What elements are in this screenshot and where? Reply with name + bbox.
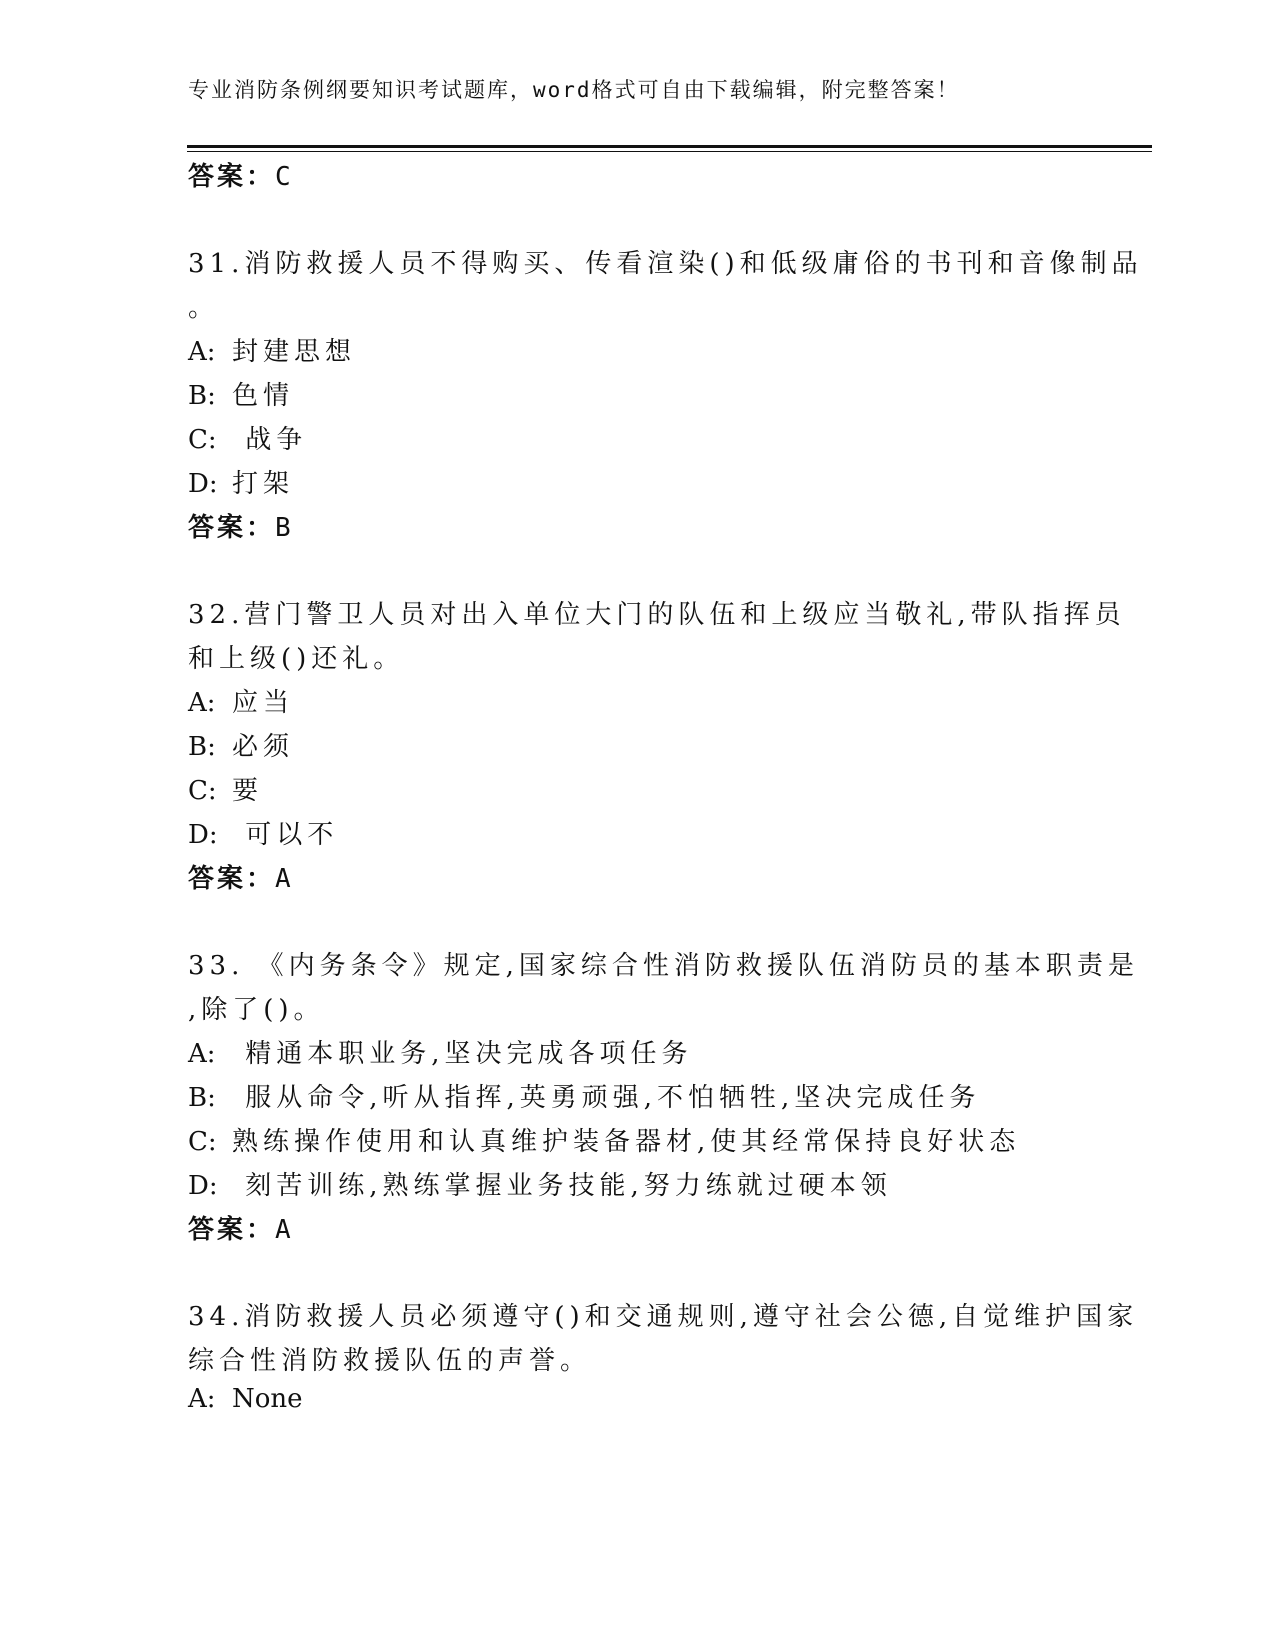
question-33-text-line2: ,除了()。 — [188, 995, 325, 1025]
option-label: C: — [188, 425, 217, 455]
question-31-text-line1: 31.消防救援人员不得购买、传看渲染()和低级庸俗的书刊和音像制品 — [188, 249, 1143, 279]
answer-31 — [188, 507, 294, 544]
question-33-option-a — [188, 1033, 693, 1070]
question-32-option-c — [188, 770, 263, 807]
option-label: B: — [188, 732, 216, 762]
header-rule-thin — [187, 151, 1152, 152]
option-label: D: — [188, 820, 218, 850]
option-text: 刻苦训练,熟练掌握业务技能,努力练就过硬本领 — [232, 1171, 892, 1201]
answer-label: 答案： — [188, 864, 276, 894]
option-label: A: — [188, 688, 216, 718]
option-text: 可以不 — [232, 820, 339, 850]
question-31-option-d — [188, 463, 294, 500]
answer-30 — [188, 156, 294, 193]
option-text: 战争 — [232, 425, 308, 455]
header-rule-thick — [187, 145, 1152, 148]
option-text: None — [232, 1384, 303, 1414]
option-text: 精通本职业务,坚决完成各项任务 — [232, 1039, 693, 1069]
question-32-option-a — [188, 682, 294, 719]
question-31-option-b — [188, 375, 294, 412]
option-text: 熟练操作使用和认真维护装备器材,使其经常保持良好状态 — [232, 1127, 1021, 1157]
question-32-text-line1: 32.营门警卫人员对出入单位大门的队伍和上级应当敬礼,带队指挥员 — [188, 600, 1126, 630]
option-label: D: — [188, 1171, 218, 1201]
option-label: C: — [188, 776, 217, 806]
option-label: D: — [188, 469, 218, 499]
question-33-option-c — [188, 1121, 1020, 1158]
question-31-option-a — [188, 331, 356, 368]
answer-label: 答案： — [188, 1215, 276, 1245]
option-text: 要 — [232, 776, 264, 806]
option-label: B: — [188, 381, 216, 411]
question-31-option-c — [188, 419, 307, 456]
answer-32 — [188, 858, 294, 895]
option-text: 封建思想 — [232, 337, 357, 367]
option-label: A: — [188, 337, 216, 367]
question-34-option-a — [188, 1384, 303, 1414]
question-32-option-b — [188, 726, 294, 763]
option-text: 色情 — [232, 381, 295, 411]
answer-label: 答案： — [188, 513, 276, 543]
option-text: 打架 — [232, 469, 295, 499]
question-33-option-b — [188, 1077, 980, 1114]
option-label: A: — [188, 1384, 216, 1414]
option-text: 必须 — [232, 732, 295, 762]
option-text: 服从命令,听从指挥,英勇顽强,不怕牺牲,坚决完成任务 — [232, 1083, 981, 1113]
question-33-text-line1: 33. 《内务条令》规定,国家综合性消防救援队伍消防员的基本职责是 — [188, 951, 1139, 981]
answer-value: A — [275, 1215, 294, 1245]
option-label: A: — [188, 1039, 216, 1069]
question-34-text-line2: 综合性消防救援队伍的声誉。 — [188, 1346, 592, 1376]
question-33-option-d — [188, 1165, 892, 1202]
option-label: B: — [188, 1083, 216, 1113]
answer-label: 答案： — [188, 162, 276, 192]
answer-value: C — [275, 162, 294, 192]
option-label: C: — [188, 1127, 217, 1157]
question-31-text-line2: 。 — [188, 293, 220, 323]
answer-value: A — [275, 864, 294, 894]
question-34-text-line1: 34.消防救援人员必须遵守()和交通规则,遵守社会公德,自觉维护国家 — [188, 1302, 1139, 1332]
answer-value: B — [275, 513, 294, 543]
question-32-option-d — [188, 814, 338, 851]
option-text: 应当 — [232, 688, 295, 718]
question-32-text-line2: 和上级()还礼。 — [188, 644, 405, 674]
page-header: 专业消防条例纲要知识考试题库，word格式可自由下载编辑，附完整答案！ — [188, 78, 960, 102]
answer-33 — [188, 1209, 294, 1246]
